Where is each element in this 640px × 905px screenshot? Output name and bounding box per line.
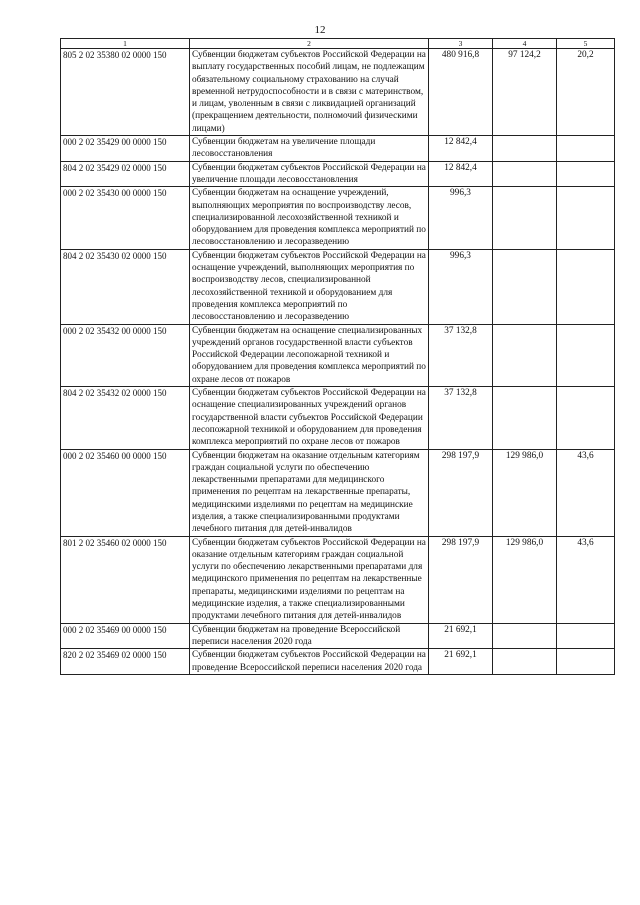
page-number: 12 — [314, 24, 326, 36]
execution-percent — [557, 623, 615, 649]
execution-percent — [557, 249, 615, 324]
plan-amount: 996,3 — [429, 249, 493, 324]
revenue-name: Субвенции бюджетам субъектов Российской Федерации на выплату государственных пособий лицам, не подлежащим обязательному социальному страхованию на случай временной нетрудоспособности и в связи с материнством, и лицам, уволенным в связи с ликвидацией организаций (прекращением деятельности, полномочий физическими лицами) — [190, 49, 429, 136]
column-number: 3 — [429, 39, 493, 49]
column-number: 1 — [61, 39, 190, 49]
classification-code: 801 2 02 35460 02 0000 150 — [61, 536, 190, 623]
revenue-name: Субвенции бюджетам на увеличение площади лесовосстановления — [190, 136, 429, 162]
fact-amount — [493, 249, 557, 324]
table-row — [61, 449, 615, 536]
classification-code: 000 2 02 35430 00 0000 150 — [61, 187, 190, 249]
classification-code: 804 2 02 35430 02 0000 150 — [61, 249, 190, 324]
revenue-name: Субвенции бюджетам на оснащение учреждений, выполняющих мероприятия по воспроизводству лесов, специализированной лесохозяйственной техникой и оборудованием для проведения комплекса мероприятий по лесовосстановлению и лесоразведению — [190, 187, 429, 249]
revenue-name: Субвенции бюджетам субъектов Российской Федерации на оказание отдельным категориям граждан социальной услуги по обеспечению лекарственными препаратами для медицинского применения по рецептам на лекарственные препараты, медицинскими изделиями по рецептам на медицинские изделия, а также специализированными продуктами лечебного питания для детей-инвалидов — [190, 536, 429, 623]
execution-percent — [557, 387, 615, 449]
classification-code: 000 2 02 35460 00 0000 150 — [61, 449, 190, 536]
classification-code: 804 2 02 35429 02 0000 150 — [61, 161, 190, 187]
table-row — [61, 187, 615, 249]
execution-percent — [557, 161, 615, 187]
column-number: 2 — [190, 39, 429, 49]
execution-percent — [557, 187, 615, 249]
plan-amount: 37 132,8 — [429, 387, 493, 449]
fact-amount: 97 124,2 — [493, 49, 557, 136]
plan-amount: 298 197,9 — [429, 536, 493, 623]
plan-amount: 21 692,1 — [429, 623, 493, 649]
classification-code: 000 2 02 35469 00 0000 150 — [61, 623, 190, 649]
table-row — [61, 324, 615, 386]
plan-amount: 12 842,4 — [429, 136, 493, 162]
fact-amount — [493, 649, 557, 675]
fact-amount — [493, 387, 557, 449]
classification-code: 820 2 02 35469 02 0000 150 — [61, 649, 190, 675]
classification-code: 804 2 02 35432 02 0000 150 — [61, 387, 190, 449]
execution-percent: 43,6 — [557, 536, 615, 623]
table-row — [61, 649, 615, 675]
table-row — [61, 49, 615, 136]
table-row — [61, 387, 615, 449]
table-row — [61, 623, 615, 649]
fact-amount — [493, 136, 557, 162]
fact-amount — [493, 324, 557, 386]
execution-percent — [557, 136, 615, 162]
revenue-name: Субвенции бюджетам субъектов Российской Федерации на проведение Всероссийской переписи населения 2020 года — [190, 649, 429, 675]
table-row — [61, 136, 615, 162]
column-number-row — [61, 39, 615, 49]
plan-amount: 21 692,1 — [429, 649, 493, 675]
plan-amount: 480 916,8 — [429, 49, 493, 136]
column-number: 4 — [493, 39, 557, 49]
table-row — [61, 161, 615, 187]
classification-code: 000 2 02 35429 00 0000 150 — [61, 136, 190, 162]
table-row — [61, 249, 615, 324]
plan-amount: 298 197,9 — [429, 449, 493, 536]
fact-amount: 129 986,0 — [493, 536, 557, 623]
plan-amount: 12 842,4 — [429, 161, 493, 187]
column-number: 5 — [557, 39, 615, 49]
revenue-name: Субвенции бюджетам субъектов Российской Федерации на оснащение специализированных учреждений органов государственной власти субъектов Российской Федерации лесопожарной техникой и оборудованием для проведения комплекса мероприятий по охране лесов от пожаров — [190, 387, 429, 449]
fact-amount: 129 986,0 — [493, 449, 557, 536]
fact-amount — [493, 623, 557, 649]
classification-code: 000 2 02 35432 00 0000 150 — [61, 324, 190, 386]
revenue-name: Субвенции бюджетам субъектов Российской Федерации на увеличение площади лесовосстановления — [190, 161, 429, 187]
execution-percent — [557, 649, 615, 675]
revenue-name: Субвенции бюджетам на проведение Всероссийской переписи населения 2020 года — [190, 623, 429, 649]
classification-code: 805 2 02 35380 02 0000 150 — [61, 49, 190, 136]
revenue-name: Субвенции бюджетам на оснащение специализированных учреждений органов государственной власти субъектов Российской Федерации лесопожарной техникой и оборудованием для проведения комплекса мероприятий по охране лесов от пожаров — [190, 324, 429, 386]
budget-table — [60, 38, 615, 675]
fact-amount — [493, 187, 557, 249]
revenue-name: Субвенции бюджетам на оказание отдельным категориям граждан социальной услуги по обеспечению лекарственными препаратами для медицинского применения по рецептам на лекарственные препараты, медицинскими изделиями по рецептам на медицинские изделия, а также специализированными продуктами лечебного питания для детей-инвалидов — [190, 449, 429, 536]
execution-percent: 43,6 — [557, 449, 615, 536]
fact-amount — [493, 161, 557, 187]
plan-amount: 37 132,8 — [429, 324, 493, 386]
execution-percent — [557, 324, 615, 386]
execution-percent: 20,2 — [557, 49, 615, 136]
plan-amount: 996,3 — [429, 187, 493, 249]
revenue-name: Субвенции бюджетам субъектов Российской Федерации на оснащение учреждений, выполняющих мероприятия по воспроизводству лесов, специализированной лесохозяйственной техникой и оборудованием для проведения комплекса мероприятий по лесовосстановлению и лесоразведению — [190, 249, 429, 324]
table-row — [61, 536, 615, 623]
